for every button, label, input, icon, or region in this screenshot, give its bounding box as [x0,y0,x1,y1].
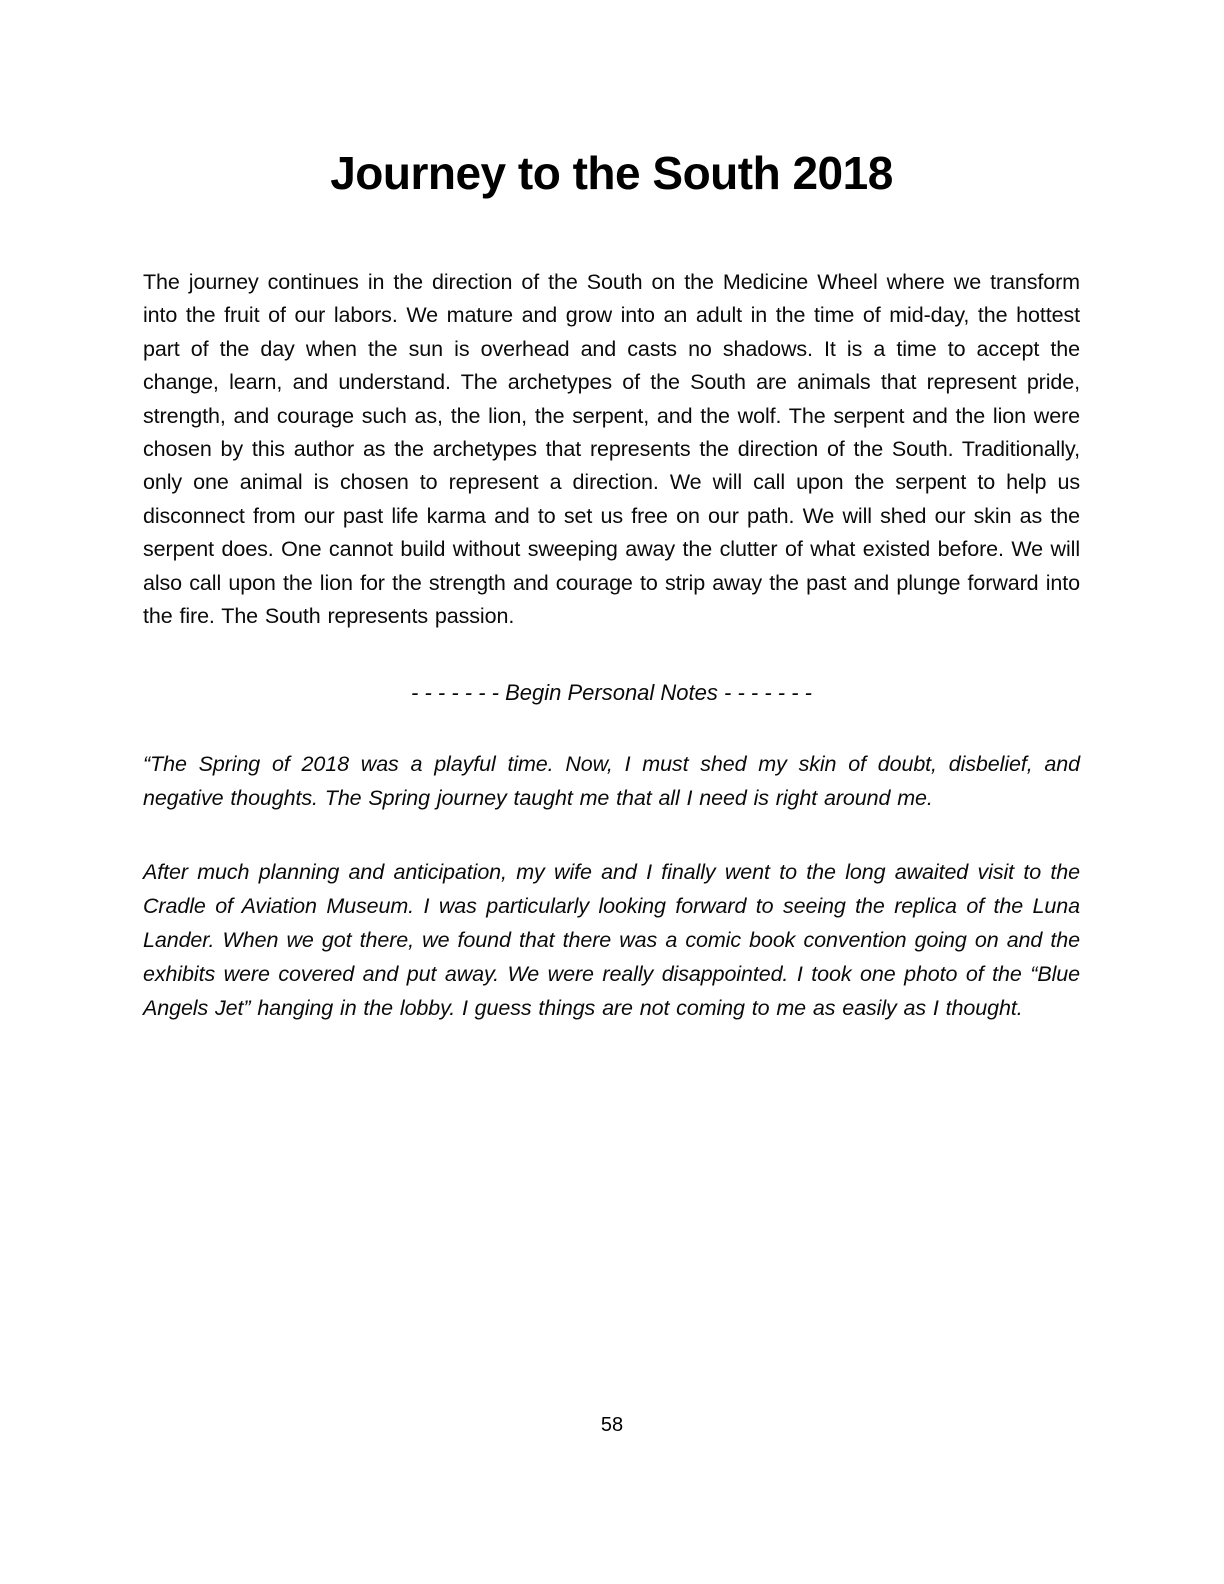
personal-note-paragraph-1: “The Spring of 2018 was a playful time. Now, I must shed my skin of doubt, disbelief, and negative thoughts. The Spring journey taught me that all I need is right around me. [143,752,1080,811]
personal-notes-divider: - - - - - - - Begin Personal Notes - - - - - - - [411,680,812,706]
personal-note-paragraph-2: After much planning and anticipation, my wife and I finally went to the long awaited visit to the Cradle of Aviation Museum. I was particularly looking forward to seeing the replica of the Luna Lander. When we got there, we found that there was a comic book convention going on and the exhibits were covered and put away. We were really disappointed. I took one photo of the “Blue Angels Jet” hanging in the lobby. I guess things are not coming to me as easily as I thought. [143,860,1080,1021]
page-number: 58 [600,1414,624,1436]
page-title: Journey to the South 2018 [330,147,893,199]
main-paragraph: The journey continues in the direction of the South on the Medicine Wheel where we transform into the fruit of our labors. We mature and grow into an adult in the time of mid-day, the hottest part of the day when the sun is overhead and casts no shadows. It is a time to accept the change, learn, and understand. The archetypes of the South are animals that represent pride, strength, and courage such as, the lion, the serpent, and the wolf. The serpent and the lion were chosen by this author as the archetypes that represents the direction of the South. Traditionally, only one animal is chosen to represent a direction. We will call upon the serpent to help us disconnect from our past life karma and to set us free on our path. We will shed our skin as the serpent does. One cannot build without sweeping away the clutter of what existed before. We will also call upon the lion for the strength and courage to strip away the past and plunge forward into the fire. The South represents passion. [143,270,1080,629]
page-content [143,0,1080,1025]
